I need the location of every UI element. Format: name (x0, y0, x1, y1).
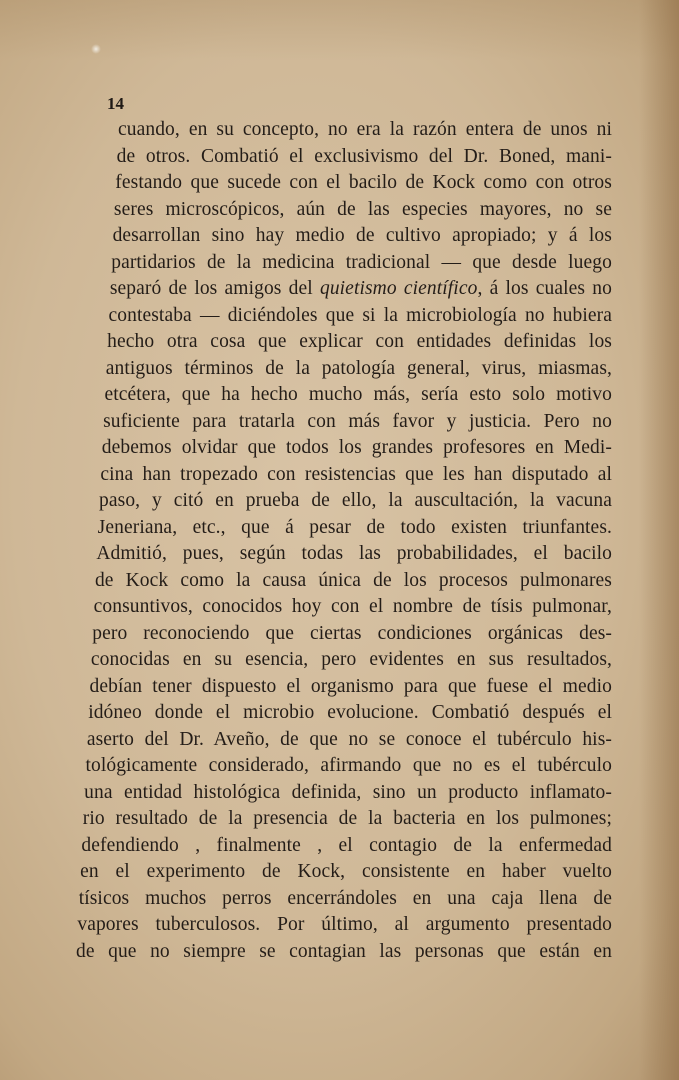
text-line: tológicamente considerado, afirmando que no es el tubérculo (85, 755, 612, 776)
text-line: festando que sucede con el bacilo de Kock como con otros (115, 172, 612, 193)
text-line: antiguos términos de la patología general, virus, miasmas, (105, 357, 612, 379)
text-line: idóneo donde el microbio evolucione. Combatió después el (88, 702, 612, 723)
text-line: etcétera, que ha hecho mucho más, sería esto solo motivo (104, 384, 612, 405)
text-line: en el experimento de Kock, consistente en haber vuelto (80, 861, 612, 882)
page-number: 14 (107, 94, 124, 113)
text-line: paso, y citó en prueba de ello, la auscultación, la vacuna (99, 490, 612, 511)
text-line: defendiendo , finalmente , el contagio de la enfermedad (81, 834, 612, 856)
text-line: suficiente para tratarla con más favor y justicia. Pero no (103, 410, 612, 432)
text-line: vapores tuberculosos. Por último, al argumento presentado (77, 914, 612, 935)
paper-shading-right (639, 0, 679, 1080)
text-line: de Kock como la causa única de los procesos pulmonares (94, 569, 612, 591)
text-line: debemos olvidar que todos los grandes profesores en Medi- (101, 437, 612, 458)
text-line: de que no siempre se contagian las personas que están en (76, 940, 612, 962)
text-line: rio resultado de la presencia de la bacteria en los pulmones; (82, 808, 612, 829)
text-line: hecho otra cosa que explicar con entidades definidas los (107, 331, 612, 352)
text-line: una entidad histológica definida, sino un producto inflamato- (84, 781, 612, 803)
text-line: cuando, en su concepto, no era la razón entera de unos ni (118, 119, 612, 140)
text-line: contestaba — diciéndoles que si la microbiología no hubiera (108, 304, 612, 326)
text-run: , á los cuales no (477, 278, 612, 299)
text-line: tísicos muchos perros encerrándoles en una caja llena de (78, 887, 612, 909)
italic-phrase: quietismo científico (319, 278, 478, 299)
text-run: separó de los amigos del (109, 278, 320, 299)
text-line: desarrollan sino hay medio de cultivo apropiado; y á los (112, 225, 612, 246)
text-line: seres microscópicos, aún de las especies mayores, no se (113, 198, 612, 220)
text-line: consuntivos, conocidos hoy con el nombre de tísis pulmonar, (93, 596, 612, 617)
text-line: aserto del Dr. Aveño, de que no se conoce el tubérculo his- (86, 728, 612, 750)
text-line: conocidas en su esencia, pero evidentes en sus resultados, (90, 649, 612, 670)
text-line: Jeneriana, etc., que á pesar de todo existen triunfantes. (97, 516, 612, 538)
text-line (110, 276, 612, 302)
text-line: de otros. Combatió el exclusivismo del Dr. Boned, mani- (116, 145, 612, 167)
text-line: pero reconociendo que ciertas condiciones orgánicas des- (92, 622, 612, 644)
paper-spot (91, 44, 101, 54)
text-line: Admitió, pues, según todas las probabilidades, el bacilo (96, 543, 612, 564)
paper-shading-top (0, 0, 679, 60)
text-line: debían tener dispuesto el organismo para que fuese el medio (89, 675, 612, 697)
text-line: partidarios de la medicina tradicional — que desde luego (111, 251, 612, 273)
text-line: cina han tropezado con resistencias que les han disputado al (100, 463, 612, 485)
